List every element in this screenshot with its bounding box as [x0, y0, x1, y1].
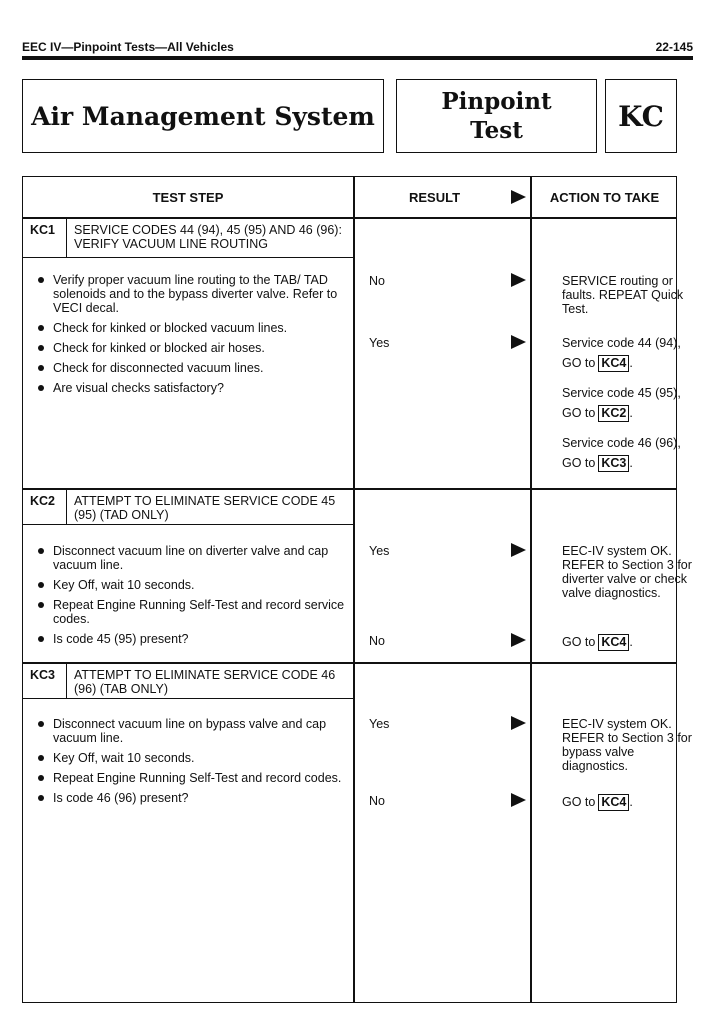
goto-text: GO to — [562, 456, 596, 470]
system-title: Air Management System — [31, 101, 375, 131]
column-header-action: ACTION TO TAKE — [549, 190, 660, 205]
action-item — [562, 386, 698, 422]
arrow-icon — [511, 793, 526, 807]
goto-text: GO to — [562, 406, 596, 420]
list-item: Key Off, wait 10 seconds. — [37, 751, 349, 765]
goto-text: GO to — [562, 795, 596, 809]
step-reference-kc4[interactable]: KC4 — [598, 794, 629, 811]
step-title: ATTEMPT TO ELIMINATE SERVICE CODE 46 (96) (TAB ONLY) — [74, 668, 336, 696]
action-text: EEC-IV system OK. REFER to Section 3 for diverter valve or check valve diagnostics. — [562, 544, 692, 600]
result-no: No — [369, 274, 385, 288]
action-text: Service code 44 (94), — [562, 336, 681, 350]
page-header-left: EEC IV—Pinpoint Tests—All Vehicles — [22, 40, 234, 54]
arrow-icon — [511, 273, 526, 287]
step-label-kc3 — [23, 663, 353, 699]
action-yes — [562, 544, 698, 606]
step-label-kc2 — [23, 489, 353, 525]
arrow-icon — [511, 190, 526, 204]
pinpoint-label: Pinpoint — [441, 88, 552, 115]
punct: . — [629, 356, 633, 370]
result-yes: Yes — [369, 717, 390, 731]
list-item: Is code 45 (95) present? — [37, 632, 349, 646]
pinpoint-table — [22, 176, 692, 1003]
action-no — [562, 274, 698, 322]
arrow-icon — [511, 633, 526, 647]
system-title-box — [22, 79, 384, 153]
list-item: Are visual checks satisfactory? — [37, 381, 349, 395]
step-code: KC2 — [23, 489, 67, 524]
test-code: KC — [618, 99, 664, 133]
step-checklist — [37, 717, 349, 811]
arrow-icon — [511, 716, 526, 730]
step-title: ATTEMPT TO ELIMINATE SERVICE CODE 45 (95) (TAD ONLY) — [74, 494, 336, 522]
result-yes: Yes — [369, 336, 390, 350]
page-number: 22-145 — [655, 40, 693, 54]
step-code: KC1 — [23, 218, 67, 257]
step-label-kc1 — [23, 218, 353, 258]
action-yes — [562, 336, 698, 472]
test-code-box — [605, 79, 677, 153]
header-rule — [22, 56, 693, 60]
action-text: Service code 45 (95), — [562, 386, 681, 400]
step-checklist — [37, 544, 349, 652]
step-reference-kc4[interactable]: KC4 — [598, 355, 629, 372]
step-checklist — [37, 273, 349, 401]
list-item: Check for kinked or blocked vacuum lines. — [37, 321, 349, 335]
list-item: Disconnect vacuum line on bypass valve and cap vacuum line. — [37, 717, 349, 745]
step-title: SERVICE CODES 44 (94), 45 (95) AND 46 (96): VERIFY VACUUM LINE ROUTING — [74, 223, 342, 251]
punct: . — [629, 635, 633, 649]
column-divider — [530, 177, 532, 1002]
step-reference-kc4[interactable]: KC4 — [598, 634, 629, 651]
list-item: Key Off, wait 10 seconds. — [37, 578, 349, 592]
step-reference-kc2[interactable]: KC2 — [598, 405, 629, 422]
punct: . — [629, 795, 633, 809]
step-code: KC3 — [23, 663, 67, 698]
column-divider — [353, 177, 355, 1002]
list-item: Repeat Engine Running Self-Test and record codes. — [37, 771, 349, 785]
column-header-result: RESULT — [409, 190, 461, 205]
test-label: Test — [470, 117, 523, 144]
list-item: Disconnect vacuum line on diverter valve and cap vacuum line. — [37, 544, 349, 572]
goto-text: GO to — [562, 356, 596, 370]
arrow-icon — [511, 543, 526, 557]
action-item — [562, 336, 698, 372]
punct: . — [629, 406, 633, 420]
step-reference-kc3[interactable]: KC3 — [598, 455, 629, 472]
column-header-test-step: TEST STEP — [152, 190, 224, 205]
goto-text: GO to — [562, 635, 596, 649]
list-item: Verify proper vacuum line routing to the TAB/ TAD solenoids and to the bypass diverter valve. Refer to VECI decal. — [37, 273, 349, 315]
action-no — [562, 629, 698, 651]
list-item: Check for kinked or blocked air hoses. — [37, 341, 349, 355]
action-text: EEC-IV system OK. REFER to Section 3 for bypass valve diagnostics. — [562, 717, 692, 773]
list-item: Repeat Engine Running Self-Test and record service codes. — [37, 598, 349, 626]
list-item: Is code 46 (96) present? — [37, 791, 349, 805]
action-text: Service code 46 (96), — [562, 436, 681, 450]
list-item: Check for disconnected vacuum lines. — [37, 361, 349, 375]
action-item — [562, 436, 698, 472]
punct: . — [629, 456, 633, 470]
action-text: SERVICE routing or faults. REPEAT Quick Test. — [562, 274, 684, 316]
arrow-icon — [511, 335, 526, 349]
result-no: No — [369, 634, 385, 648]
action-no — [562, 789, 698, 811]
result-no: No — [369, 794, 385, 808]
pinpoint-test-box — [396, 79, 597, 153]
result-yes: Yes — [369, 544, 390, 558]
action-yes — [562, 717, 698, 779]
